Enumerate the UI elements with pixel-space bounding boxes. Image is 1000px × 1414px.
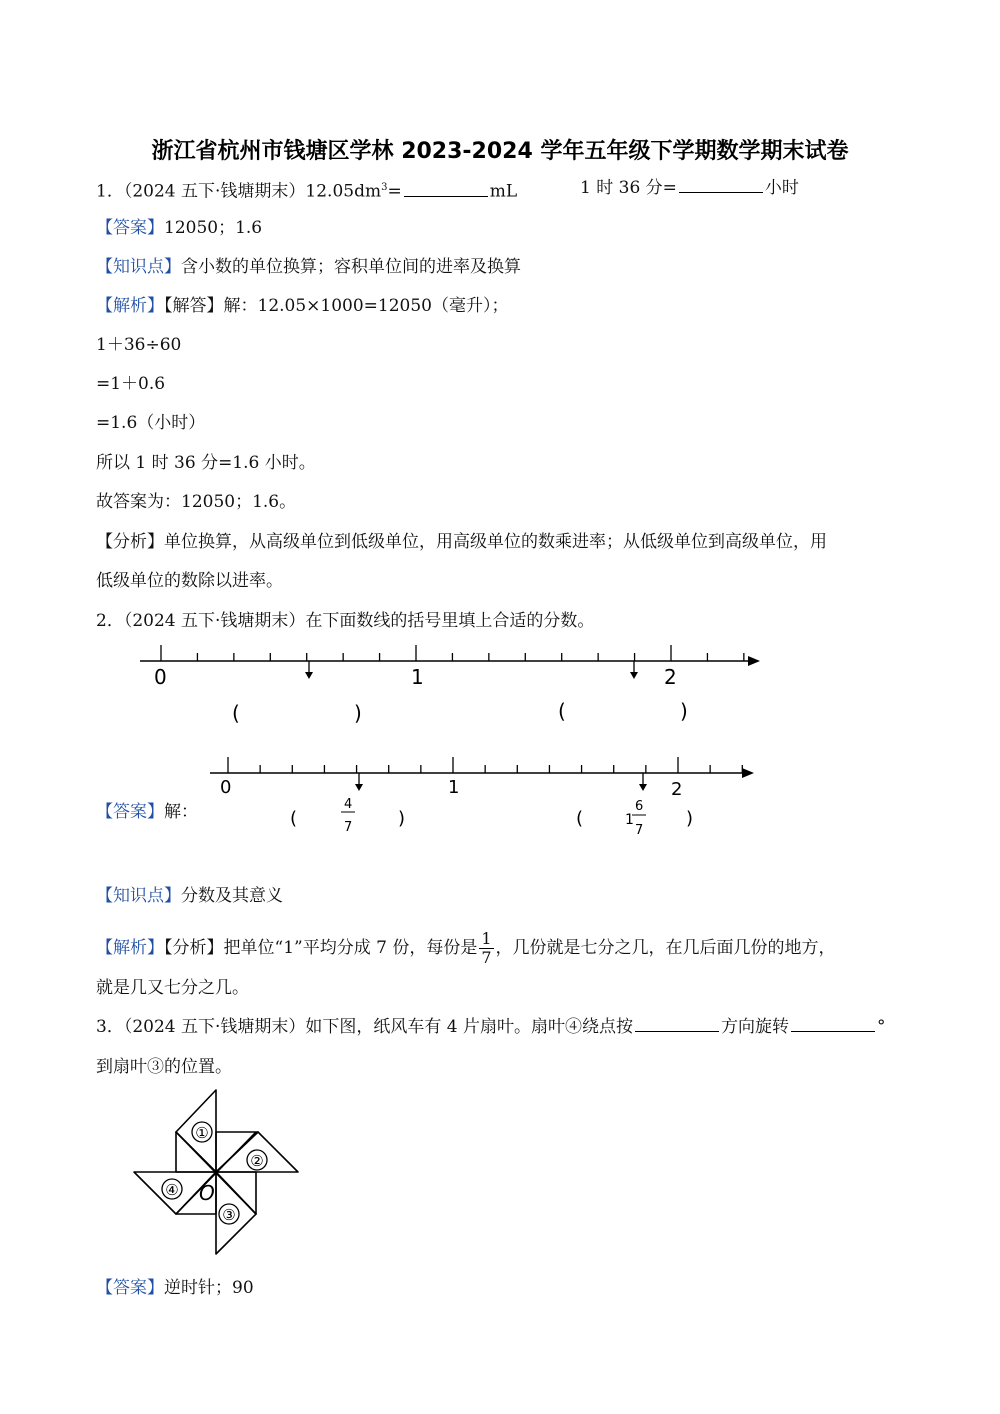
blade-label-4: ④ xyxy=(165,1181,179,1199)
q2-question-text: 在下面数线的括号里填上合适的分数。 xyxy=(305,611,595,631)
center-point-label: O xyxy=(199,1181,215,1205)
q2-answer-prefix: 解： xyxy=(164,802,198,822)
answer-tag: 【答案】 xyxy=(96,1278,164,1298)
fraction-numerator: 1 xyxy=(481,929,492,948)
q1-step: =1＋0.6 xyxy=(96,374,166,394)
q3-blank-2[interactable] xyxy=(791,1015,875,1032)
fraction-one-seventh xyxy=(479,930,493,967)
knowledge-tag: 【知识点】 xyxy=(96,886,181,906)
answer-2-denominator: 7 xyxy=(635,823,644,838)
answer-1-denominator: 7 xyxy=(344,820,353,835)
answer-tag: 【答案】 xyxy=(96,802,164,822)
q3-answer xyxy=(96,1276,254,1300)
q1-source: （2024 五下·钱塘期末） xyxy=(123,181,306,202)
axis-label-1: 1 xyxy=(411,665,424,689)
q1-part1-value: 12.05dm xyxy=(305,181,382,202)
q2-knowledge-text: 分数及其意义 xyxy=(181,886,283,906)
page-title: 浙江省杭州市钱塘区学林 2023-2024 学年五年级下学期数学期末试卷 xyxy=(151,139,849,164)
q3-answer-text: 逆时针；90 xyxy=(164,1278,254,1298)
arrow-head-icon xyxy=(742,768,754,778)
q1-step: 所以 1 时 36 分=1.6 小时。 xyxy=(96,453,316,473)
q1-analysis-head: 【解答】解：12.05×1000=12050（毫升）； xyxy=(164,296,509,316)
q1-method-line-1: 【分析】单位换算，从高级单位到低级单位，用高级单位的数乘进率；从低级单位到高级单位，用 xyxy=(96,532,827,552)
q1-step: 故答案为：12050；1.6。 xyxy=(96,492,297,512)
q1-answer-text: 12050；1.6 xyxy=(164,218,263,238)
answer-paren-open: ( xyxy=(576,808,584,829)
q3-question-b: 按 xyxy=(616,1017,634,1037)
q2-source: （2024 五下·钱塘期末） xyxy=(123,611,306,631)
blank-paren-close: ) xyxy=(354,701,362,725)
q3-question-a: 如下图，纸风车有 4 片扇叶。扇叶④绕点 xyxy=(305,1017,617,1037)
q2-answer xyxy=(96,800,198,824)
blank-paren-open: ( xyxy=(232,701,240,725)
knowledge-tag: 【知识点】 xyxy=(96,257,181,277)
axis-label-0: 0 xyxy=(220,777,232,798)
q1-number: 1． xyxy=(96,181,124,202)
analysis-tag: 【解析】 xyxy=(96,296,164,316)
blade-label-1: ① xyxy=(195,1124,209,1142)
axis-label-2: 2 xyxy=(671,779,683,800)
number-line-answer xyxy=(210,757,754,838)
q3-blank-1[interactable] xyxy=(635,1015,719,1032)
q1-knowledge-text: 含小数的单位换算；容积单位间的进率及换算 xyxy=(181,257,521,277)
answer-paren-open: ( xyxy=(290,808,298,829)
blank-paren-open: ( xyxy=(558,699,566,723)
q1-part2-text: 1 时 36 分= xyxy=(580,178,677,198)
answer-1-numerator: 4 xyxy=(344,797,353,812)
axis-label-1: 1 xyxy=(448,777,460,798)
answer-paren-close: ) xyxy=(398,808,406,829)
arrow-head-icon xyxy=(748,656,760,666)
fraction-denominator: 7 xyxy=(481,948,492,967)
q3-question-c: 方向旋转 xyxy=(721,1017,790,1037)
answer-tag: 【答案】 xyxy=(96,218,164,238)
blank-paren-close: ) xyxy=(680,699,688,723)
question-3 xyxy=(96,1015,886,1039)
q1-part1-eq: = xyxy=(387,181,402,202)
axis-label-2: 2 xyxy=(664,665,677,689)
blade-label-3: ③ xyxy=(222,1206,236,1224)
answer-2-whole: 1 xyxy=(625,812,634,828)
q1-part1-sup: 3 xyxy=(381,182,388,193)
answer-paren-close: ) xyxy=(686,808,694,829)
q3-degree: ° xyxy=(877,1017,886,1037)
q3-number: 3． xyxy=(96,1017,124,1037)
blade-label-2: ② xyxy=(250,1152,264,1170)
q1-method-line-2: 低级单位的数除以进率。 xyxy=(96,571,283,591)
pinwheel-figure xyxy=(134,1090,298,1254)
axis-label-0: 0 xyxy=(154,665,167,689)
q2-analysis xyxy=(96,930,836,967)
q2-analysis-text-b: ，几份就是七分之几，在几后面几份的地方， xyxy=(495,938,836,958)
answer-2-numerator: 6 xyxy=(635,799,644,814)
q2-analysis-line-2: 就是几又七分之几。 xyxy=(96,978,249,998)
q1-step: 1＋36÷60 xyxy=(96,335,182,355)
q1-part1-unit: mL xyxy=(489,181,518,202)
q1-step: =1.6（小时） xyxy=(96,413,206,433)
q2-analysis-text-a: 【分析】把单位“1”平均分成 7 份，每份是 xyxy=(164,938,478,958)
q3-source: （2024 五下·钱塘期末） xyxy=(123,1017,306,1037)
q2-number: 2． xyxy=(96,611,124,631)
q2-knowledge xyxy=(96,884,283,908)
number-line-question xyxy=(140,645,760,725)
analysis-tag: 【解析】 xyxy=(96,938,164,958)
q3-question-line-2: 到扇叶③的位置。 xyxy=(96,1057,232,1077)
q1-part2-unit: 小时 xyxy=(764,178,799,198)
